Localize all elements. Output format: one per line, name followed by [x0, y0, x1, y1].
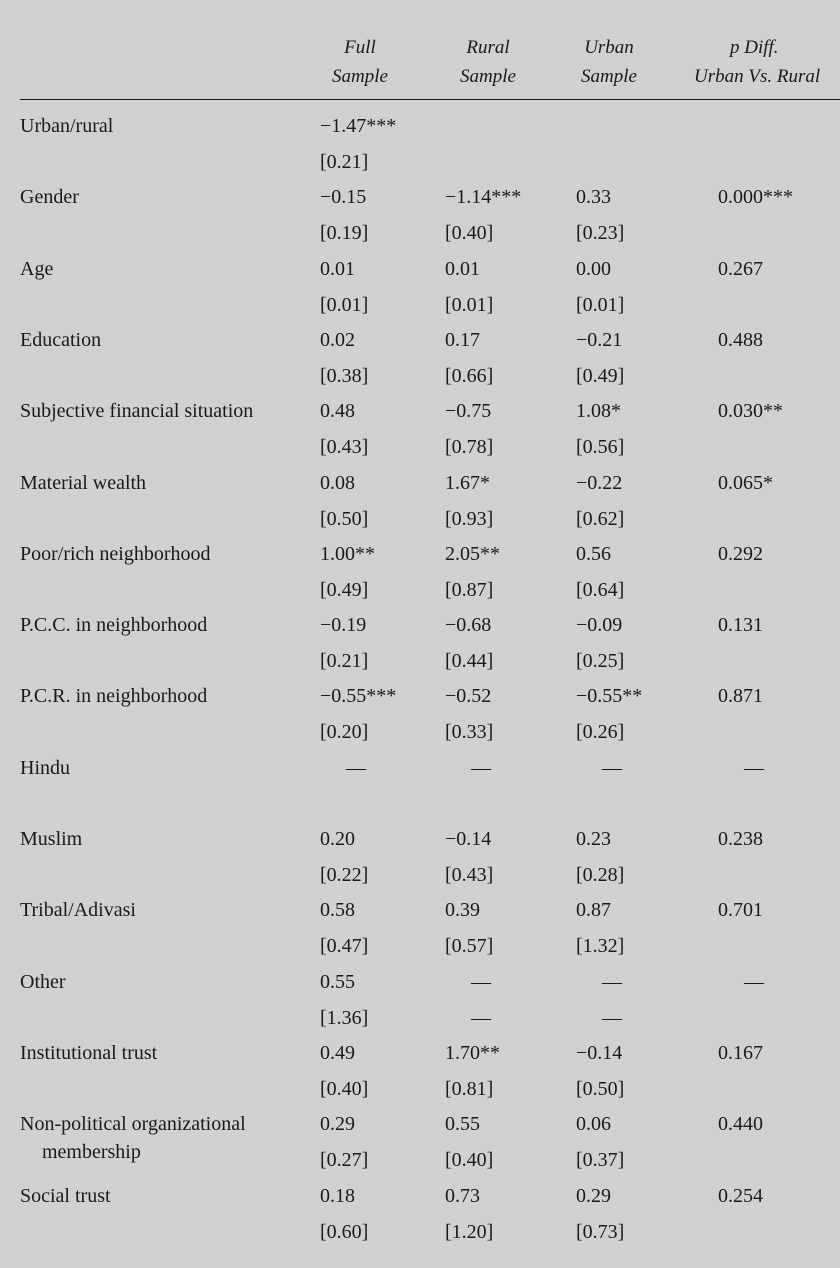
std-error-cell: [0.28]	[576, 864, 625, 886]
coefficient-cell: 0.238	[718, 828, 763, 850]
row-label: Gender	[20, 186, 79, 209]
coefficient-cell: −0.68	[445, 614, 492, 637]
coefficient-cell: 0.17	[445, 328, 480, 351]
row-label: P.C.R. in neighborhood	[20, 685, 208, 708]
coefficient-cell: 0.29	[320, 1113, 355, 1136]
std-error-cell: [0.01]	[445, 293, 494, 316]
coefficient-cell: 0.87	[576, 899, 611, 922]
coefficient-cell: 0.55	[320, 970, 355, 993]
coefficient-cell: −0.52	[445, 685, 492, 708]
std-error-cell: [0.62]	[576, 507, 625, 530]
coefficient-cell: —	[346, 756, 366, 779]
row-label: Muslim	[20, 828, 83, 850]
std-error-cell: —	[602, 1006, 622, 1029]
coefficient-cell: —	[744, 970, 764, 993]
column-header-line2: Sample	[332, 66, 388, 87]
std-error-cell: [0.93]	[445, 507, 494, 530]
coefficient-cell: 0.55	[445, 1113, 480, 1136]
coefficient-cell: 2.05**	[445, 542, 500, 565]
row-label: Subjective financial situation	[20, 400, 254, 423]
coefficient-cell: −0.14	[445, 828, 492, 850]
std-error-cell: [0.56]	[576, 436, 625, 459]
coefficient-cell: 0.48	[320, 400, 355, 423]
coefficient-cell: 0.56	[576, 542, 611, 565]
std-error-cell: [0.19]	[320, 222, 369, 245]
coefficient-cell: —	[471, 756, 491, 779]
coefficient-cell: 0.871	[718, 685, 763, 708]
std-error-cell: [0.40]	[445, 222, 494, 245]
coefficient-cell: 0.18	[320, 1184, 355, 1207]
column-header-urban-sample	[569, 33, 649, 91]
coefficient-cell: 0.06	[576, 1113, 611, 1136]
std-error-cell: [0.49]	[576, 364, 625, 387]
coefficient-cell: 0.701	[718, 899, 763, 922]
coefficient-cell: 0.08	[320, 471, 355, 494]
row-label: Poor/rich neighborhood	[20, 542, 211, 565]
row-label: P.C.C. in neighborhood	[20, 614, 208, 637]
coefficient-cell: 0.267	[718, 257, 763, 280]
std-error-cell: [0.23]	[576, 222, 625, 245]
std-error-cell: [1.32]	[576, 935, 625, 958]
std-error-cell: [0.33]	[445, 721, 494, 744]
std-error-cell: [1.36]	[320, 1006, 369, 1029]
coefficient-cell: −0.14	[576, 1041, 623, 1064]
row-label: Other	[20, 970, 66, 993]
column-header-line1: Rural	[466, 37, 510, 58]
std-error-cell: [0.43]	[320, 436, 369, 459]
std-error-cell: [0.57]	[445, 935, 494, 958]
std-error-cell: [0.40]	[445, 1149, 494, 1172]
std-error-cell: [0.21]	[320, 151, 369, 173]
coefficient-cell: 0.000***	[718, 186, 793, 209]
coefficient-cell: 0.39	[445, 899, 480, 922]
coefficient-cell: −0.19	[320, 614, 367, 637]
std-error-cell: [0.43]	[445, 864, 494, 886]
coefficient-cell: 0.030**	[718, 400, 783, 423]
std-error-cell: [0.44]	[445, 650, 494, 673]
std-error-cell: [0.78]	[445, 436, 494, 459]
coefficient-cell: 0.58	[320, 899, 355, 922]
column-header-line1: p Diff.	[730, 37, 779, 58]
std-error-cell: [0.01]	[320, 293, 369, 316]
row-label: Education	[20, 328, 102, 351]
std-error-cell: [0.81]	[445, 1077, 494, 1100]
coefficient-cell: −0.75	[445, 400, 492, 423]
coefficient-cell: 0.29	[576, 1184, 611, 1207]
row-label: Material wealth	[20, 471, 147, 494]
coefficient-cell: 0.20	[320, 828, 355, 850]
coefficient-cell: —	[744, 756, 764, 779]
column-header-line2: Urban Vs. Rural	[694, 66, 821, 87]
row-label: Age	[20, 257, 54, 280]
row-label: Institutional trust	[20, 1041, 158, 1064]
std-error-cell: [0.73]	[576, 1220, 625, 1243]
coefficient-cell: 0.49	[320, 1041, 355, 1064]
coefficient-cell: —	[602, 756, 622, 779]
std-error-cell: [0.38]	[320, 364, 369, 387]
coefficient-cell: −0.15	[320, 186, 367, 209]
coefficient-cell: 1.00**	[320, 542, 375, 565]
row-label: Tribal/Adivasi	[20, 899, 136, 922]
coefficient-cell: 0.02	[320, 328, 355, 351]
std-error-cell: [0.26]	[576, 721, 625, 744]
row-label: Urban/rural	[20, 115, 114, 137]
column-header-line1: Urban	[584, 37, 634, 58]
std-error-cell: [0.87]	[445, 578, 494, 601]
coefficient-cell: 0.00	[576, 257, 611, 280]
coefficient-cell: 0.131	[718, 614, 763, 637]
std-error-cell: [0.01]	[576, 293, 625, 316]
row-label: Hindu	[20, 756, 70, 779]
std-error-cell: [0.64]	[576, 578, 625, 601]
coefficient-cell: 1.67*	[445, 471, 490, 494]
std-error-cell: [0.66]	[445, 364, 494, 387]
coefficient-cell: 1.08*	[576, 400, 621, 423]
std-error-cell: [0.50]	[320, 507, 369, 530]
std-error-cell: [0.21]	[320, 650, 369, 673]
std-error-cell: [0.60]	[320, 1220, 369, 1243]
std-error-cell: [0.40]	[320, 1077, 369, 1100]
coefficient-cell: −1.47***	[320, 115, 397, 137]
coefficient-cell: 0.440	[718, 1113, 763, 1136]
coefficient-cell: 0.488	[718, 328, 763, 351]
std-error-cell: —	[471, 1006, 491, 1029]
coefficient-cell: 0.33	[576, 186, 611, 209]
coefficient-cell: 0.254	[718, 1184, 763, 1207]
std-error-cell: [0.50]	[576, 1077, 625, 1100]
coefficient-cell: −1.14***	[445, 186, 522, 209]
column-header-p-diff	[694, 33, 840, 91]
row-label-continued: membership	[42, 1141, 141, 1164]
coefficient-cell: −0.21	[576, 328, 623, 351]
std-error-cell: [1.20]	[445, 1220, 494, 1243]
std-error-cell: [0.22]	[320, 864, 369, 886]
coefficient-cell: —	[471, 970, 491, 993]
std-error-cell: [0.20]	[320, 721, 369, 744]
coefficient-cell: 0.167	[718, 1041, 763, 1064]
row-label: Social trust	[20, 1184, 111, 1207]
std-error-cell: [0.25]	[576, 650, 625, 673]
coefficient-cell: 0.23	[576, 828, 611, 850]
coefficient-cell: 0.73	[445, 1184, 480, 1207]
column-header-full-sample	[320, 33, 400, 91]
row-label: Non-political organizational	[20, 1113, 246, 1136]
std-error-cell: [0.27]	[320, 1149, 369, 1172]
std-error-cell: [0.37]	[576, 1149, 625, 1172]
column-header-rural-sample	[448, 33, 528, 91]
coefficient-cell: 0.065*	[718, 471, 773, 494]
coefficient-cell: 1.70**	[445, 1041, 500, 1064]
column-header-line2: Sample	[581, 66, 637, 87]
coefficient-cell: −0.22	[576, 471, 623, 494]
coefficient-cell: −0.09	[576, 614, 623, 637]
coefficient-cell: 0.01	[320, 257, 355, 280]
coefficient-cell: −0.55**	[576, 685, 643, 708]
coefficient-cell: 0.292	[718, 542, 763, 565]
column-header-line2: Sample	[460, 66, 516, 87]
coefficient-cell: 0.01	[445, 257, 480, 280]
coefficient-cell: —	[602, 970, 622, 993]
std-error-cell: [0.49]	[320, 578, 369, 601]
column-header-line1: Full	[344, 37, 376, 58]
header-rule	[20, 99, 840, 100]
std-error-cell: [0.47]	[320, 935, 369, 958]
coefficient-cell: −0.55***	[320, 685, 397, 708]
